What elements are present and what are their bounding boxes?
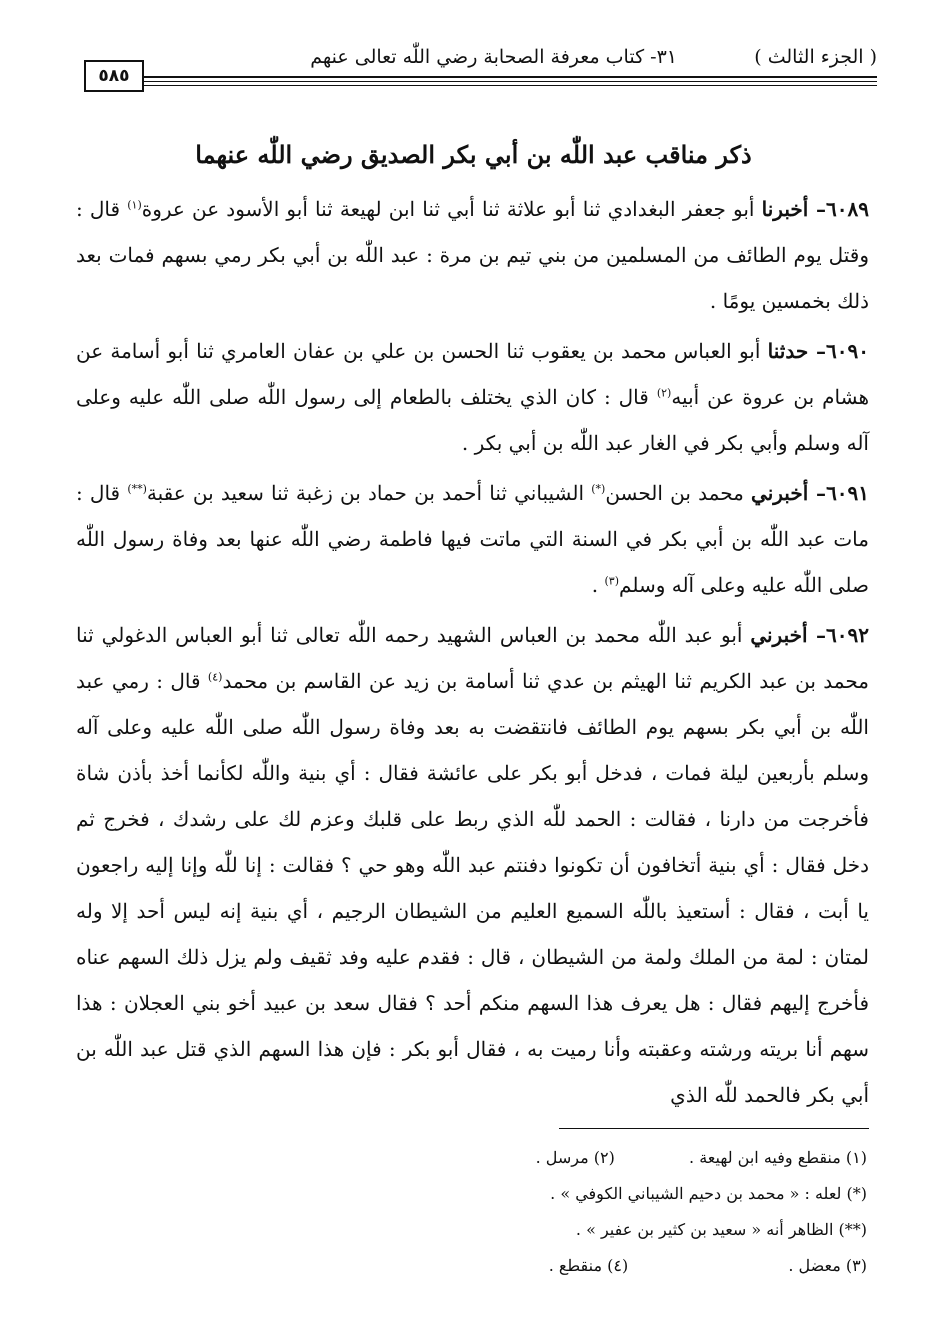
footnote: (١) منقطع وفيه ابن لهيعة . xyxy=(689,1148,867,1167)
hadith-6091 xyxy=(76,470,869,608)
hadith-6090 xyxy=(76,328,869,466)
hadith-number: ٦٠٨٩ xyxy=(826,197,870,221)
hadith-text: قال : كان الذي يختلف بالطعام إلى رسول اللّٰه صلى اللّٰه عليه وعلى آله وسلم وأبي بكر في الغار عبد اللّٰه بن أبي بكر . xyxy=(76,385,869,455)
footnotes xyxy=(200,1140,867,1284)
hadith-text: قال : رمي عبد اللّٰه بن أبي بكر بسهم يوم الطائف فانتقضت به بعد وفاة رسول اللّٰه صلى اللّٰه عليه وعلى آله وسلم بأربعين ليلة فمات ، فدخل أبو بكر على عائشة فقال : أي بنية واللّٰه لكأنما أخذ بأذن شاة فأخرجت من دارنا ، فقالت : الحمد للّٰه الذي ربط على قلبك وعزم لك على رشدك ، فخرج ثم دخل فقال : أي بنية أتخافون أن تكونوا دفنتم عبد اللّٰه وهو حي ؟ فقالت : إنا للّٰه وإنا إليه راجعون يا أبت ، فقال : أستعيذ باللّٰه السميع العليم من الشيطان الرجيم ، أي بنية إنه ليس أحد إلا وله لمتان : لمة من الملك ولمة من الشيطان ، قال : فقدم عليه وفد ثقيف ولم يزل ذلك السهم عناه فأخرج إليهم فقال : هل يعرف هذا السهم منكم أحد ؟ فقال سعد بن عبيد أخو بني العجلان : هذا سهم أنا بريته ورشته وعقبته وأنا رميت به ، فقال أبو بكر : فإن هذا السهم الذي قتل عبد اللّٰه بن أبي بكر فالحمد للّٰه الذي xyxy=(76,669,869,1107)
footnote: (*) لعله : « محمد بن دحيم الشيباني الكوفي » . xyxy=(550,1184,867,1203)
hadith-lead: – حدثنا xyxy=(767,339,827,363)
page-number: ٥٨٥ xyxy=(84,60,144,92)
footnote: (**) الظاهر أنه « سعيد بن كثير بن عفير » . xyxy=(575,1220,867,1239)
hadith-text: أبو عبد اللّٰه محمد بن العباس الشهيد رحمه اللّٰه تعالى ثنا أبو العباس الدغولي ثنا محمد بن عبد الكريم ثنا الهيثم بن عدي ثنا أسامة بن زيد عن القاسم بن محمد xyxy=(76,623,869,693)
footnote-ref: (**) xyxy=(127,482,147,496)
footnote-separator xyxy=(559,1128,869,1129)
hadith-text: محمد بن الحسن xyxy=(605,481,744,505)
hadith-list xyxy=(76,186,869,1122)
page-header xyxy=(70,38,877,98)
header-rule xyxy=(142,76,877,78)
hadith-text: أبو العباس محمد بن يعقوب ثنا الحسن بن علي بن عفان العامري ثنا أبو أسامة عن هشام بن عروة عن أبيه xyxy=(76,339,870,409)
hadith-number: ٦٠٩١ xyxy=(826,481,870,505)
footnote-ref: (٣) xyxy=(604,574,620,588)
footnote-line xyxy=(200,1248,867,1284)
hadith-6089 xyxy=(76,186,869,324)
footnote-ref: (١) xyxy=(127,198,142,212)
footnote-ref: (٤) xyxy=(207,670,223,684)
hadith-text: . xyxy=(591,573,599,597)
hadith-6092 xyxy=(76,612,869,1118)
hadith-text: قال : وقتل يوم الطائف من المسلمين من بني تيم بن مرة : عبد اللّٰه بن أبي بكر رمي بسهم فمات بعد ذلك بخمسين يومًا . xyxy=(76,197,869,313)
footnote: (٣) معضل . xyxy=(788,1256,867,1275)
footnote: (٢) مرسل . xyxy=(535,1148,615,1167)
footnote-ref: (*) xyxy=(591,482,606,496)
hadith-number: ٦٠٩٠ xyxy=(826,339,869,363)
header-rule-thin xyxy=(142,81,877,82)
footnote: (٤) منقطع . xyxy=(548,1256,629,1275)
hadith-text: قال : مات عبد اللّٰه بن أبي بكر في السنة التي ماتت فيها فاطمة رضي اللّٰه عنها بعد وفاة رسول اللّٰه صلى اللّٰه عليه وعلى آله وسلم xyxy=(76,481,869,597)
book-title: ٣١- كتاب معرفة الصحابة رضي اللّٰه تعالى عنهم xyxy=(310,46,677,68)
hadith-text: الشيباني ثنا أحمد بن حماد بن زغبة ثنا سعيد بن عقبة xyxy=(146,481,585,505)
hadith-text: أبو جعفر البغدادي ثنا أبو علاثة ثنا أبي ثنا ابن لهيعة ثنا أبو الأسود عن عروة xyxy=(141,197,755,221)
section-title: ذكر مناقب عبد اللّٰه بن أبي بكر الصديق رضي اللّٰه عنهما xyxy=(195,140,752,169)
hadith-lead: – أخبرني xyxy=(750,623,827,647)
hadith-lead: – أخبرني xyxy=(751,481,827,505)
hadith-number: ٦٠٩٢ xyxy=(826,623,869,647)
hadith-lead: – أخبرنا xyxy=(761,197,827,221)
volume-label: ( الجزء الثالث ) xyxy=(754,46,877,68)
footnote-line xyxy=(200,1212,867,1248)
footnote-ref: (٢) xyxy=(656,386,672,400)
footnote-line xyxy=(200,1176,867,1212)
header-rule-thin-2 xyxy=(142,85,877,86)
footnote-line xyxy=(200,1140,867,1176)
